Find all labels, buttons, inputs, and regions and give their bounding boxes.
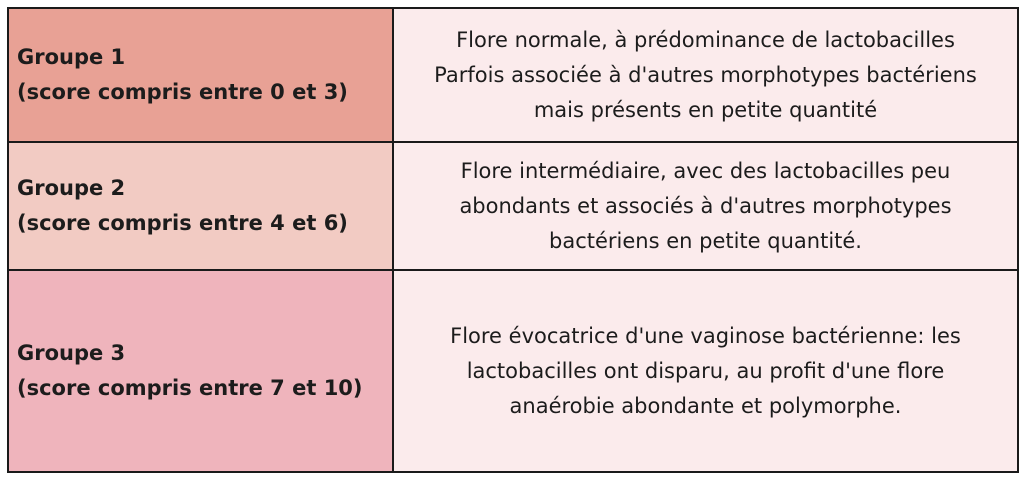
description-line: Flore intermédiaire, avec des lactobacilles peu: [460, 158, 951, 183]
description-cell-3: [393, 270, 1018, 472]
description-line: mais présents en petite quantité: [533, 97, 878, 122]
description-line: Flore normale, à prédominance de lactobacilles: [456, 27, 955, 52]
description-line: anaérobie abondante et polymorphe.: [509, 393, 902, 418]
table-row-groupe-1: [8, 8, 1018, 142]
description-line: bactériens en petite quantité.: [549, 228, 862, 253]
table-row-groupe-3: [8, 270, 1018, 472]
group-score-range: (score compris entre 0 et 3): [17, 80, 348, 104]
description-line: abondants et associés à d'autres morphotypes: [459, 193, 952, 218]
group-score-range: (score compris entre 4 et 6): [17, 211, 348, 235]
group-cell-3: [8, 270, 393, 472]
nugent-score-table: [7, 7, 1019, 473]
group-title: Groupe 1: [17, 45, 126, 69]
group-cell-1: [8, 8, 393, 142]
group-cell-2: [8, 142, 393, 270]
description-cell-1: [393, 8, 1018, 142]
description-line: Flore évocatrice d'une vaginose bactérienne: les: [450, 323, 961, 348]
group-title: Groupe 2: [17, 176, 126, 200]
table-row-groupe-2: [8, 142, 1018, 270]
description-line: Parfois associée à d'autres morphotypes bactériens: [434, 62, 977, 87]
description-line: lactobacilles ont disparu, au profit d'une flore: [466, 358, 945, 383]
description-cell-2: [393, 142, 1018, 270]
group-score-range: (score compris entre 7 et 10): [17, 376, 363, 400]
group-title: Groupe 3: [17, 341, 126, 365]
